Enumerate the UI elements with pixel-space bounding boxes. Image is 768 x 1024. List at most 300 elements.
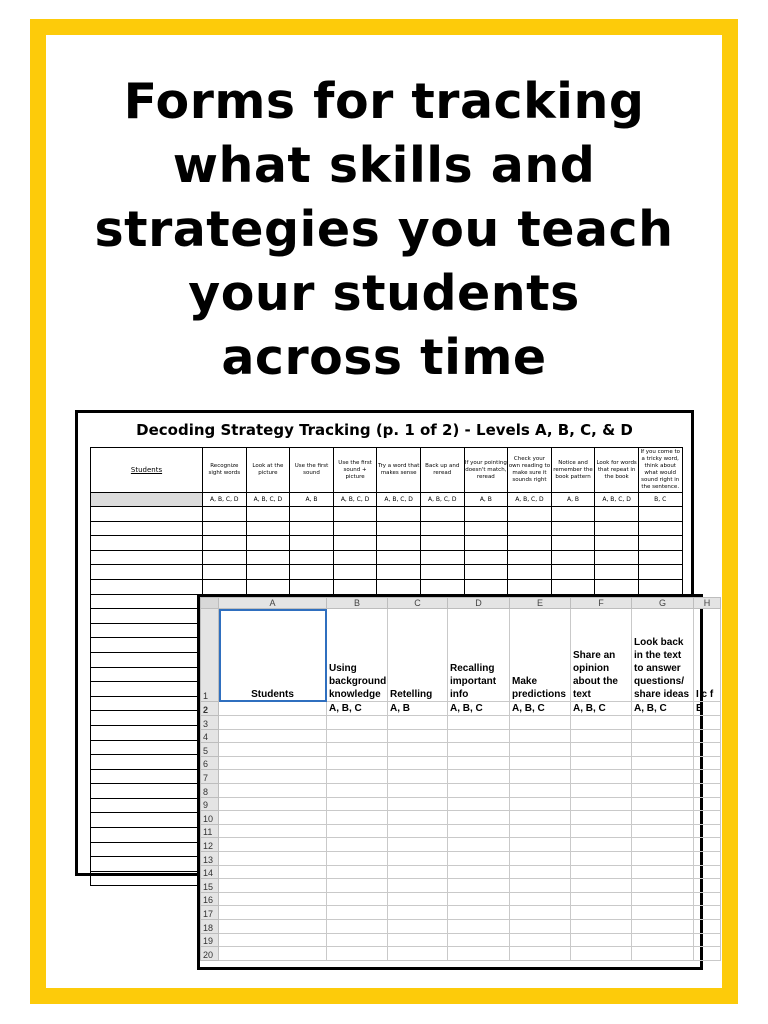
form-cell: [91, 842, 203, 857]
grid-cell[interactable]: [219, 811, 327, 825]
grid-cell[interactable]: [694, 851, 721, 865]
grid-cell[interactable]: [327, 729, 388, 743]
row-number[interactable]: 19: [201, 933, 219, 947]
row-number[interactable]: 15: [201, 879, 219, 893]
row-number[interactable]: 8: [201, 783, 219, 797]
data-row: [201, 865, 721, 879]
form-cell: [595, 579, 639, 594]
grid-cell[interactable]: [327, 824, 388, 838]
form-skill-header: Use the first sound: [290, 448, 334, 493]
grid-cell[interactable]: [510, 797, 571, 811]
form-cell: [333, 550, 377, 565]
form-cell: [91, 784, 203, 799]
spreadsheet-grid: [200, 597, 721, 961]
form-cell: [91, 623, 203, 638]
grid-cell[interactable]: [448, 892, 510, 906]
grid-cell[interactable]: [327, 879, 388, 893]
grid-cell[interactable]: [388, 851, 448, 865]
grid-cell[interactable]: [388, 824, 448, 838]
grid-cell[interactable]: [448, 919, 510, 933]
form-cell: [91, 667, 203, 682]
grid-cell[interactable]: [510, 729, 571, 743]
grid-cell[interactable]: [327, 743, 388, 757]
form-skill-header: Try a word that makes sense: [377, 448, 421, 493]
grid-cell[interactable]: [219, 947, 327, 961]
form-header-row: [91, 448, 683, 493]
grid-cell[interactable]: [327, 811, 388, 825]
grid-cell[interactable]: [571, 756, 632, 770]
form-cell: [464, 521, 508, 536]
grid-cell[interactable]: [388, 783, 448, 797]
form-levels-blank: [91, 493, 203, 507]
form-level-cell: A, B, C, D: [333, 493, 377, 507]
grid-cell[interactable]: [388, 770, 448, 784]
grid-cell[interactable]: [694, 716, 721, 730]
form-cell: [377, 550, 421, 565]
row-number[interactable]: 10: [201, 811, 219, 825]
grid-cell[interactable]: [219, 933, 327, 947]
grid-cell[interactable]: [571, 919, 632, 933]
grid-cell[interactable]: [694, 906, 721, 920]
grid-cell[interactable]: [388, 729, 448, 743]
grid-cell[interactable]: [388, 865, 448, 879]
grid-cell[interactable]: [448, 716, 510, 730]
grid-cell[interactable]: [510, 716, 571, 730]
form-student-row: [91, 579, 683, 594]
level-cell[interactable]: A, B: [388, 702, 448, 716]
grid-cell[interactable]: [632, 729, 694, 743]
grid-cell[interactable]: [388, 919, 448, 933]
form-cell: [638, 507, 682, 522]
grid-cell[interactable]: [510, 770, 571, 784]
form-skill-header: Back up and reread: [420, 448, 464, 493]
row-number[interactable]: 13: [201, 851, 219, 865]
grid-cell[interactable]: [327, 716, 388, 730]
form-cell: [246, 565, 290, 580]
grid-cell[interactable]: [327, 838, 388, 852]
form-cell: [508, 521, 552, 536]
grid-cell[interactable]: [327, 851, 388, 865]
grid-cell[interactable]: [694, 933, 721, 947]
grid-cell[interactable]: [694, 770, 721, 784]
form-cell: [420, 579, 464, 594]
form-cell: [290, 536, 334, 551]
form-cell: [420, 565, 464, 580]
grid-cell[interactable]: [694, 947, 721, 961]
form-cell: [91, 609, 203, 624]
form-student-row: [91, 550, 683, 565]
grid-cell[interactable]: [694, 756, 721, 770]
row-number[interactable]: 18: [201, 919, 219, 933]
grid-cell[interactable]: [448, 879, 510, 893]
form-level-cell: A, B, C, D: [420, 493, 464, 507]
grid-cell[interactable]: [327, 756, 388, 770]
grid-cell[interactable]: [632, 783, 694, 797]
grid-cell[interactable]: [388, 838, 448, 852]
grid-cell[interactable]: [694, 797, 721, 811]
form-skill-header: Look at the picture: [246, 448, 290, 493]
header-row: [201, 609, 721, 702]
headline: [60, 70, 708, 390]
row-number[interactable]: 20: [201, 947, 219, 961]
form-title: Decoding Strategy Tracking (p. 1 of 2) - Levels A, B, C, & D: [136, 421, 633, 439]
form-cell: [91, 507, 203, 522]
form-students-header: Students: [91, 448, 203, 493]
form-cell: [290, 579, 334, 594]
grid-cell[interactable]: [448, 783, 510, 797]
grid-cell[interactable]: [694, 743, 721, 757]
form-cell: [551, 536, 595, 551]
grid-cell[interactable]: [327, 865, 388, 879]
column-header[interactable]: B: [327, 598, 388, 609]
form-cell: [203, 507, 247, 522]
grid-cell[interactable]: [571, 797, 632, 811]
form-cell: [464, 536, 508, 551]
grid-cell[interactable]: [632, 770, 694, 784]
header-cell[interactable]: Make predictions: [510, 609, 571, 702]
headline-line: across time: [221, 329, 547, 386]
form-cell: [91, 755, 203, 770]
form-cell: [638, 565, 682, 580]
form-cell: [464, 579, 508, 594]
form-cell: [420, 507, 464, 522]
grid-cell[interactable]: [448, 770, 510, 784]
form-cell: [203, 521, 247, 536]
level-cell[interactable]: [219, 702, 327, 716]
grid-cell[interactable]: [632, 906, 694, 920]
row-number[interactable]: 6: [201, 756, 219, 770]
headline-line: Forms for tracking: [123, 73, 645, 130]
grid-cell[interactable]: [388, 743, 448, 757]
grid-cell[interactable]: [632, 851, 694, 865]
grid-cell[interactable]: [448, 933, 510, 947]
form-cell: [638, 536, 682, 551]
selected-cell-students[interactable]: Students: [219, 609, 327, 702]
column-header-row: [201, 598, 721, 609]
grid-cell[interactable]: [694, 879, 721, 893]
grid-cell[interactable]: [694, 892, 721, 906]
grid-cell[interactable]: [327, 797, 388, 811]
level-cell[interactable]: A, B, C: [632, 702, 694, 716]
row-number[interactable]: 9: [201, 797, 219, 811]
grid-cell[interactable]: [694, 783, 721, 797]
grid-cell[interactable]: [571, 933, 632, 947]
grid-cell[interactable]: [571, 906, 632, 920]
grid-cell[interactable]: [510, 756, 571, 770]
grid-cell[interactable]: [632, 743, 694, 757]
row-number[interactable]: 5: [201, 743, 219, 757]
grid-cell[interactable]: [510, 743, 571, 757]
form-cell: [246, 550, 290, 565]
grid-cell[interactable]: [694, 865, 721, 879]
grid-cell[interactable]: [219, 824, 327, 838]
form-student-row: [91, 521, 683, 536]
form-cell: [91, 652, 203, 667]
form-cell: [333, 565, 377, 580]
grid-cell[interactable]: [448, 906, 510, 920]
form-skill-header: Recognize sight words: [203, 448, 247, 493]
spreadsheet-screenshot: [197, 594, 714, 970]
grid-cell[interactable]: [510, 783, 571, 797]
row-number[interactable]: 3: [201, 716, 219, 730]
form-level-cell: A, B, C, D: [508, 493, 552, 507]
grid-cell[interactable]: [448, 838, 510, 852]
data-row: [201, 756, 721, 770]
form-cell: [91, 769, 203, 784]
grid-cell[interactable]: [327, 919, 388, 933]
grid-cell[interactable]: [448, 824, 510, 838]
grid-cell[interactable]: [571, 716, 632, 730]
grid-cell[interactable]: [219, 743, 327, 757]
grid-cell[interactable]: [388, 879, 448, 893]
column-header[interactable]: C: [388, 598, 448, 609]
select-all-corner[interactable]: [201, 598, 219, 609]
grid-cell[interactable]: [510, 879, 571, 893]
grid-cell[interactable]: [694, 811, 721, 825]
grid-cell[interactable]: [219, 919, 327, 933]
grid-cell[interactable]: [219, 783, 327, 797]
grid-cell[interactable]: [327, 906, 388, 920]
grid-cell[interactable]: [327, 947, 388, 961]
grid-cell[interactable]: [219, 838, 327, 852]
header-cell[interactable]: I c f: [694, 609, 721, 702]
grid-cell[interactable]: [448, 947, 510, 961]
form-cell: [91, 813, 203, 828]
form-level-cell: A, B, C, D: [377, 493, 421, 507]
column-header[interactable]: H: [694, 598, 721, 609]
data-row: [201, 811, 721, 825]
column-header[interactable]: G: [632, 598, 694, 609]
form-cell: [91, 696, 203, 711]
form-cell: [333, 536, 377, 551]
data-row: [201, 797, 721, 811]
form-cell: [290, 521, 334, 536]
form-cell: [246, 536, 290, 551]
level-cell[interactable]: B: [694, 702, 721, 716]
grid-cell[interactable]: [327, 783, 388, 797]
form-level-cell: B, C: [638, 493, 682, 507]
form-cell: [91, 565, 203, 580]
form-cell: [551, 579, 595, 594]
grid-cell[interactable]: [510, 933, 571, 947]
grid-cell[interactable]: [219, 879, 327, 893]
grid-cell[interactable]: [571, 851, 632, 865]
grid-cell[interactable]: [632, 947, 694, 961]
header-cell[interactable]: Using background knowledge: [327, 609, 388, 702]
grid-cell[interactable]: [327, 933, 388, 947]
form-cell: [203, 550, 247, 565]
grid-cell[interactable]: [448, 851, 510, 865]
level-cell[interactable]: A, B, C: [571, 702, 632, 716]
form-cell: [91, 682, 203, 697]
form-skill-header: Notice and remember the book pattern: [551, 448, 595, 493]
form-cell: [91, 725, 203, 740]
grid-cell[interactable]: [694, 824, 721, 838]
header-cell[interactable]: Look back in the text to answer questions/ share ideas: [632, 609, 694, 702]
grid-cell[interactable]: [388, 716, 448, 730]
form-cell: [290, 550, 334, 565]
grid-cell[interactable]: [694, 729, 721, 743]
form-cell: [595, 536, 639, 551]
grid-cell[interactable]: [510, 947, 571, 961]
grid-cell[interactable]: [448, 756, 510, 770]
grid-cell[interactable]: [327, 892, 388, 906]
grid-cell[interactable]: [571, 824, 632, 838]
header-cell[interactable]: Share an opinion about the text: [571, 609, 632, 702]
form-cell: [333, 507, 377, 522]
form-cell: [377, 579, 421, 594]
form-cell: [508, 507, 552, 522]
data-row: [201, 851, 721, 865]
grid-cell[interactable]: [448, 797, 510, 811]
column-header[interactable]: A: [219, 598, 327, 609]
row-number[interactable]: 12: [201, 838, 219, 852]
data-row: [201, 906, 721, 920]
level-cell[interactable]: A, B, C: [510, 702, 571, 716]
grid-cell[interactable]: [632, 933, 694, 947]
form-cell: [464, 550, 508, 565]
form-skill-header: If your pointing doesn't match, reread: [464, 448, 508, 493]
grid-cell[interactable]: [219, 797, 327, 811]
grid-cell[interactable]: [219, 851, 327, 865]
form-skill-header: Look for words that repeat in the book: [595, 448, 639, 493]
form-cell: [246, 507, 290, 522]
row-number[interactable]: 17: [201, 906, 219, 920]
grid-cell[interactable]: [571, 865, 632, 879]
form-cell: [203, 579, 247, 594]
form-levels-row: [91, 493, 683, 507]
grid-cell[interactable]: [632, 879, 694, 893]
row-number[interactable]: 14: [201, 865, 219, 879]
levels-row: [201, 702, 721, 716]
form-level-cell: A, B: [551, 493, 595, 507]
grid-cell[interactable]: [510, 892, 571, 906]
grid-cell[interactable]: [388, 947, 448, 961]
form-student-row: [91, 536, 683, 551]
grid-cell[interactable]: [510, 838, 571, 852]
grid-cell[interactable]: [510, 865, 571, 879]
data-row: [201, 838, 721, 852]
grid-cell[interactable]: [219, 865, 327, 879]
grid-cell[interactable]: [571, 892, 632, 906]
form-level-cell: A, B, C, D: [595, 493, 639, 507]
grid-cell[interactable]: [632, 919, 694, 933]
row-number[interactable]: 4: [201, 729, 219, 743]
column-header[interactable]: E: [510, 598, 571, 609]
grid-cell[interactable]: [388, 756, 448, 770]
grid-cell[interactable]: [510, 906, 571, 920]
data-row: [201, 947, 721, 961]
grid-cell[interactable]: [571, 729, 632, 743]
data-row: [201, 770, 721, 784]
grid-cell[interactable]: [632, 892, 694, 906]
grid-cell[interactable]: [632, 797, 694, 811]
grid-cell[interactable]: [448, 743, 510, 757]
form-cell: [420, 550, 464, 565]
grid-cell[interactable]: [571, 947, 632, 961]
row-number[interactable]: 7: [201, 770, 219, 784]
data-row: [201, 879, 721, 893]
form-cell: [420, 536, 464, 551]
grid-cell[interactable]: [571, 783, 632, 797]
row-number[interactable]: 16: [201, 892, 219, 906]
grid-cell[interactable]: [388, 906, 448, 920]
form-cell: [377, 521, 421, 536]
row-number[interactable]: 2: [201, 702, 219, 716]
row-number[interactable]: 11: [201, 824, 219, 838]
grid-cell[interactable]: [632, 838, 694, 852]
level-cell[interactable]: A, B, C: [448, 702, 510, 716]
grid-cell[interactable]: [388, 933, 448, 947]
form-cell: [91, 594, 203, 609]
column-header[interactable]: D: [448, 598, 510, 609]
row-number[interactable]: 1: [201, 609, 219, 702]
level-cell[interactable]: A, B, C: [327, 702, 388, 716]
grid-cell[interactable]: [388, 892, 448, 906]
grid-cell[interactable]: [448, 865, 510, 879]
form-cell: [464, 565, 508, 580]
grid-cell[interactable]: [219, 906, 327, 920]
grid-cell[interactable]: [510, 919, 571, 933]
grid-cell[interactable]: [571, 770, 632, 784]
header-cell[interactable]: Retelling: [388, 609, 448, 702]
data-row: [201, 783, 721, 797]
grid-cell[interactable]: [632, 756, 694, 770]
grid-cell[interactable]: [219, 729, 327, 743]
form-cell: [91, 740, 203, 755]
form-cell: [91, 828, 203, 843]
grid-cell[interactable]: [510, 811, 571, 825]
form-cell: [595, 550, 639, 565]
form-cell: [91, 550, 203, 565]
grid-cell[interactable]: [327, 770, 388, 784]
grid-cell[interactable]: [448, 811, 510, 825]
form-cell: [508, 565, 552, 580]
grid-cell[interactable]: [571, 838, 632, 852]
grid-cell[interactable]: [632, 824, 694, 838]
grid-cell[interactable]: [632, 865, 694, 879]
grid-cell[interactable]: [571, 879, 632, 893]
grid-cell[interactable]: [219, 756, 327, 770]
grid-cell[interactable]: [219, 716, 327, 730]
form-cell: [551, 507, 595, 522]
grid-cell[interactable]: [571, 811, 632, 825]
grid-cell[interactable]: [510, 851, 571, 865]
header-cell[interactable]: Recalling important info: [448, 609, 510, 702]
grid-cell[interactable]: [388, 797, 448, 811]
grid-cell[interactable]: [388, 811, 448, 825]
form-cell: [91, 711, 203, 726]
grid-cell[interactable]: [571, 743, 632, 757]
grid-cell[interactable]: [694, 838, 721, 852]
grid-cell[interactable]: [448, 729, 510, 743]
grid-cell[interactable]: [219, 770, 327, 784]
grid-cell[interactable]: [632, 811, 694, 825]
grid-cell[interactable]: [510, 824, 571, 838]
grid-cell[interactable]: [694, 919, 721, 933]
form-cell: [91, 857, 203, 872]
grid-cell[interactable]: [632, 716, 694, 730]
column-header[interactable]: F: [571, 598, 632, 609]
form-cell: [290, 507, 334, 522]
grid-cell[interactable]: [219, 892, 327, 906]
form-level-cell: A, B: [464, 493, 508, 507]
form-cell: [333, 521, 377, 536]
form-level-cell: A, B, C, D: [203, 493, 247, 507]
data-row: [201, 729, 721, 743]
form-level-cell: A, B: [290, 493, 334, 507]
form-student-row: [91, 507, 683, 522]
